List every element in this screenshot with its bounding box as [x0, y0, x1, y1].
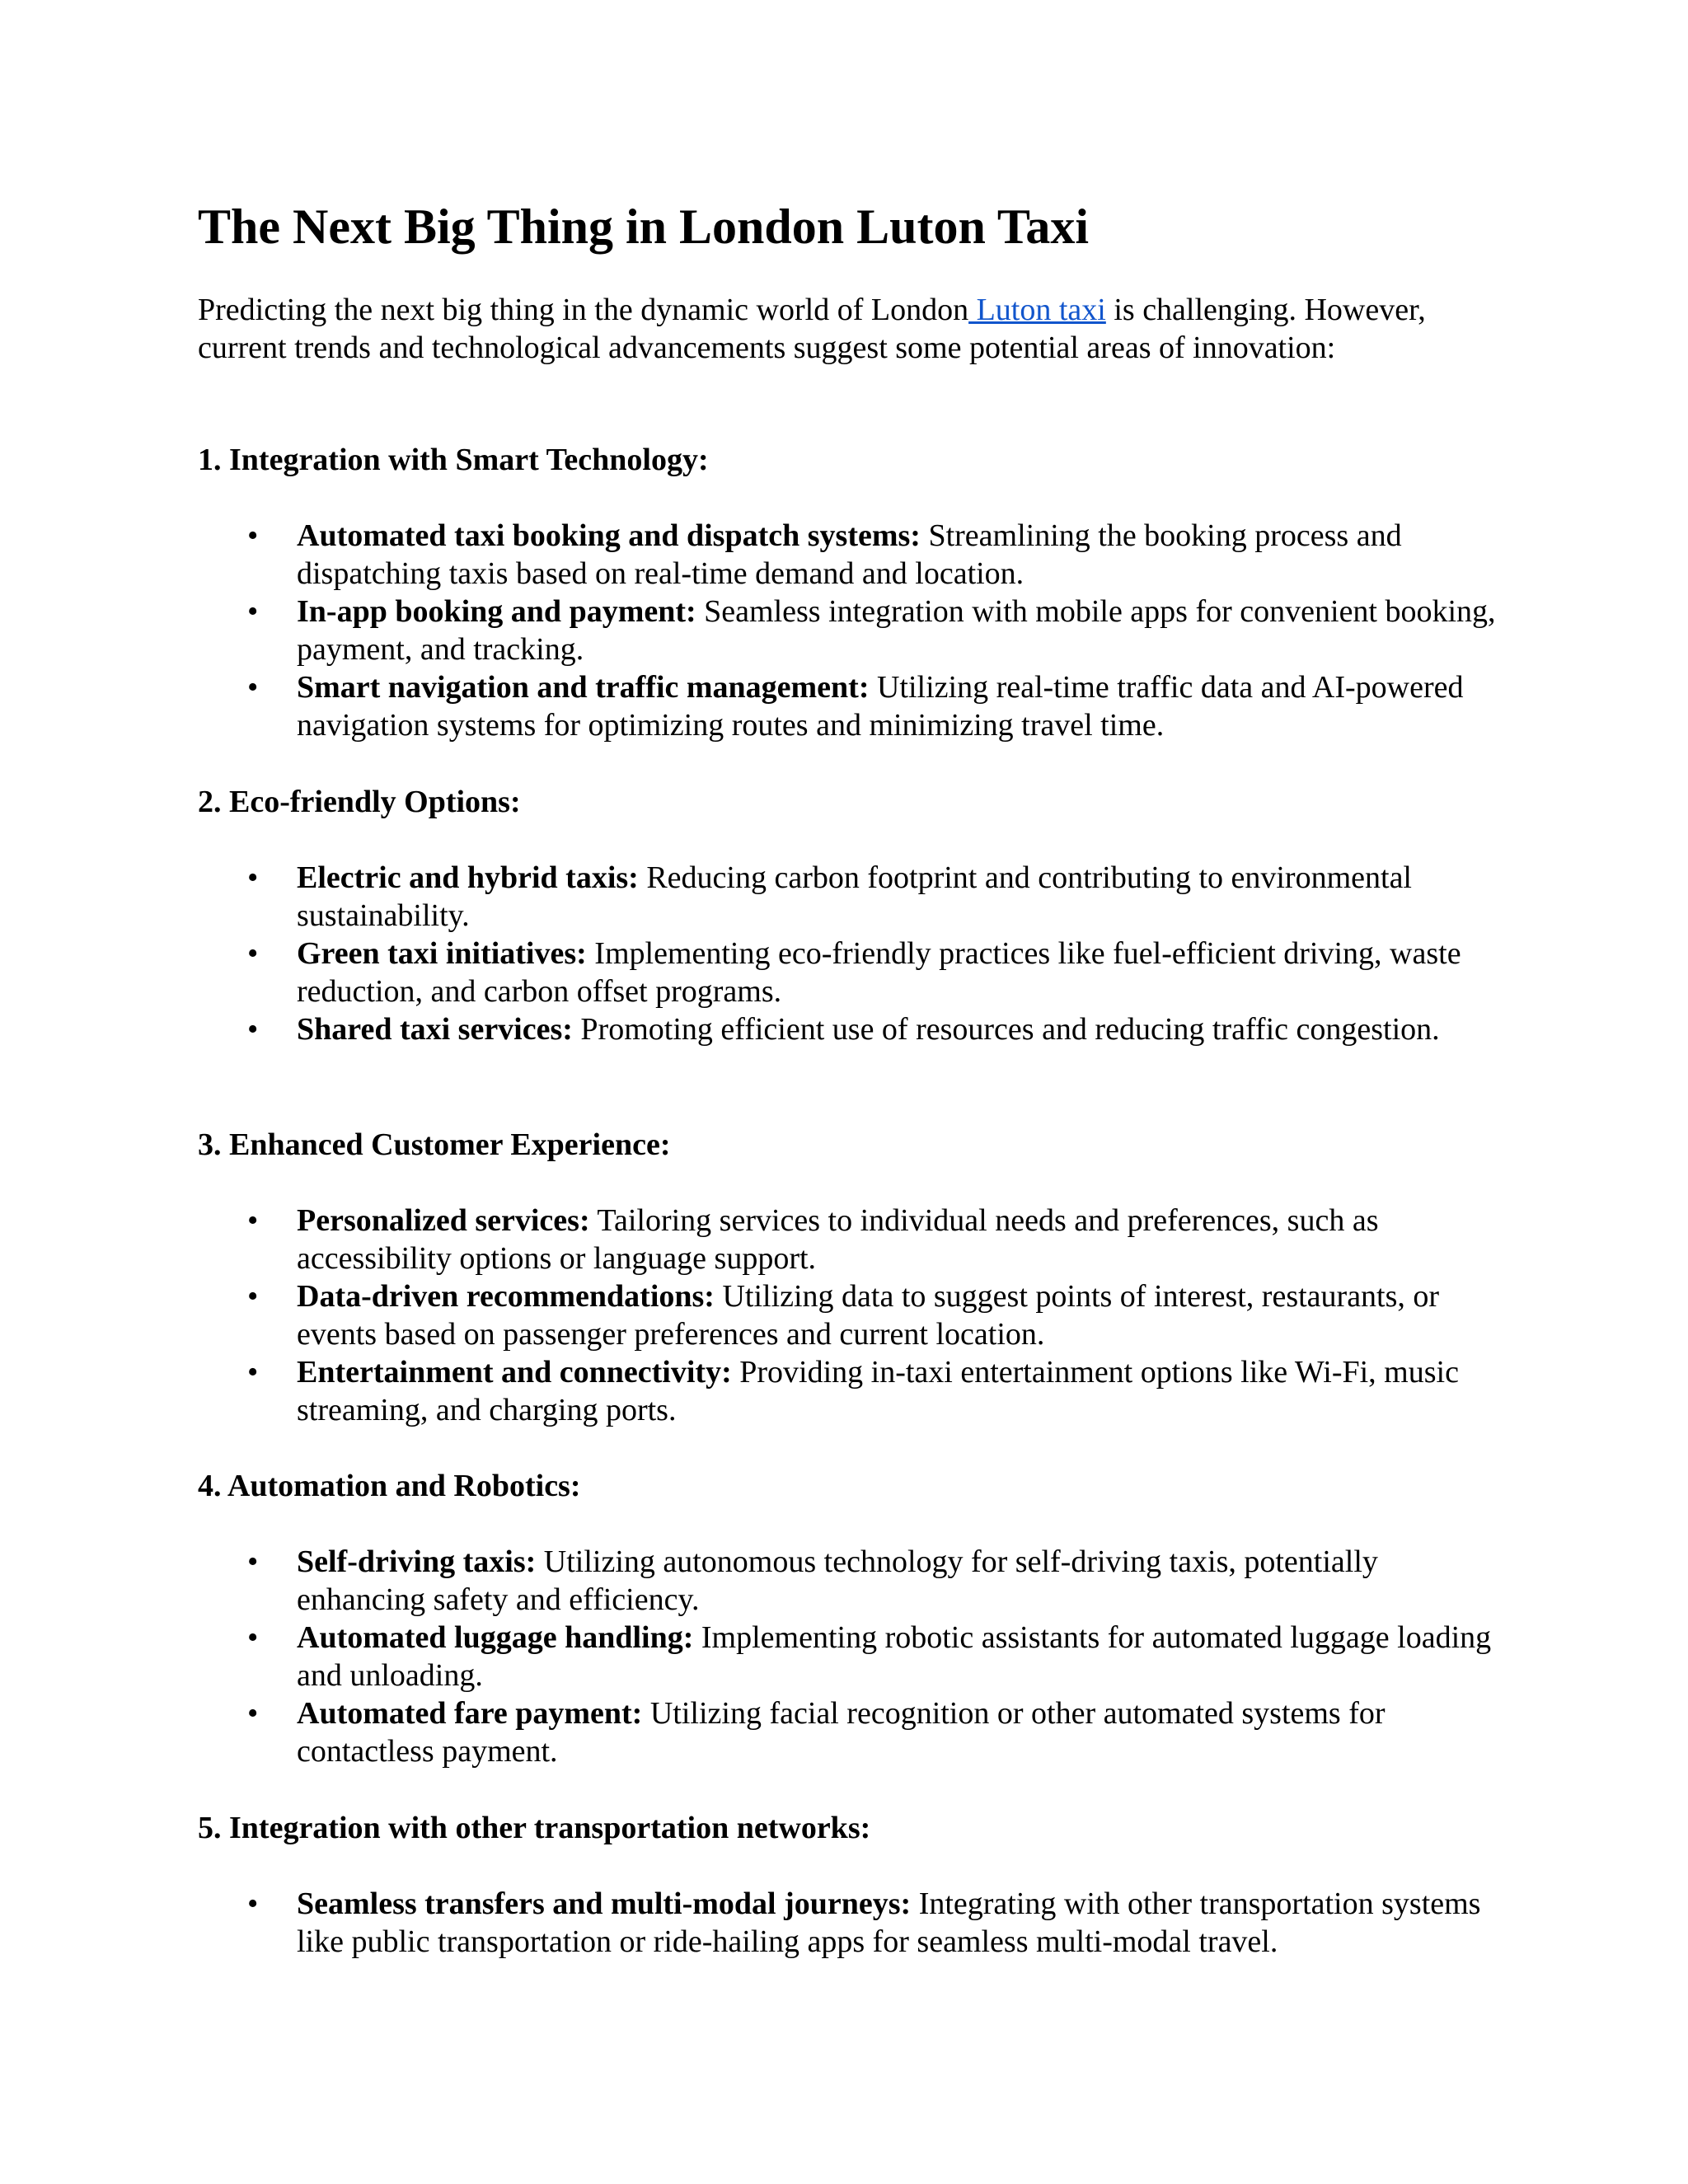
- item-label: Automated fare payment:: [297, 1696, 643, 1731]
- item-text: Implementing eco-friendly practices like fuel-efficient driving, waste reduction, and carbon offset programs.: [297, 936, 1461, 1009]
- list-item: [198, 1277, 1500, 1353]
- bullet-icon: •: [247, 1886, 259, 1921]
- intro-text-after: is challenging. However, current trends and technological advancements suggest some potential areas of innovation:: [198, 293, 1426, 365]
- list-item: [198, 1885, 1500, 1961]
- list-item: [198, 1543, 1500, 1619]
- item-label: Smart navigation and traffic management:: [297, 670, 870, 705]
- item-label: Shared taxi services:: [297, 1012, 573, 1047]
- intro-text-before: Predicting the next big thing in the dynamic world of London: [198, 293, 969, 327]
- item-label: Electric and hybrid taxis:: [297, 860, 639, 895]
- item-label: Personalized services:: [297, 1203, 590, 1238]
- section-heading-automation-robotics: 4. Automation and Robotics:: [198, 1469, 581, 1503]
- section-heading-eco-friendly: 2. Eco-friendly Options:: [198, 785, 521, 819]
- section-heading-transportation-networks: 5. Integration with other transportation networks:: [198, 1811, 871, 1845]
- bullet-list-eco-friendly: [198, 859, 1500, 1048]
- intro-paragraph: [198, 291, 1500, 367]
- item-text: Utilizing facial recognition or other automated systems for contactless payment.: [297, 1696, 1386, 1769]
- list-item: [198, 1694, 1500, 1770]
- bullet-icon: •: [247, 1355, 259, 1390]
- item-label: Seamless transfers and multi-modal journeys:: [297, 1886, 912, 1921]
- item-text: Promoting efficient use of resources and reducing traffic congestion.: [572, 1012, 1440, 1047]
- item-text: Reducing carbon footprint and contributing to environmental sustainability.: [297, 860, 1412, 933]
- item-label: Entertainment and connectivity:: [297, 1355, 732, 1390]
- section-heading-customer-experience: 3. Enhanced Customer Experience:: [198, 1127, 671, 1162]
- bullet-icon: •: [247, 1544, 259, 1579]
- bullet-icon: •: [247, 670, 259, 705]
- item-text: Tailoring services to individual needs and preferences, such as accessibility options or language support.: [297, 1203, 1379, 1276]
- list-item: [198, 935, 1500, 1010]
- list-item: [198, 593, 1500, 668]
- bullet-icon: •: [247, 1279, 259, 1314]
- item-text: Utilizing data to suggest points of interest, restaurants, or events based on passenger preferences and current location.: [297, 1279, 1440, 1352]
- item-text: Providing in-taxi entertainment options like Wi-Fi, music streaming, and charging ports.: [297, 1355, 1459, 1427]
- bullet-icon: •: [247, 518, 259, 553]
- item-label: In-app booking and payment:: [297, 594, 696, 629]
- item-text: Seamless integration with mobile apps for convenient booking, payment, and tracking.: [297, 594, 1496, 667]
- item-text: Implementing robotic assistants for automated luggage loading and unloading.: [297, 1620, 1492, 1693]
- bullet-icon: •: [247, 1203, 259, 1238]
- item-label: Automated luggage handling:: [297, 1620, 694, 1655]
- list-item: [198, 1353, 1500, 1429]
- item-label: Green taxi initiatives:: [297, 936, 587, 971]
- bullet-list-smart-technology: [198, 517, 1500, 744]
- bullet-icon: •: [247, 1620, 259, 1655]
- list-item: [198, 668, 1500, 744]
- list-item: [198, 1619, 1500, 1694]
- item-text: Utilizing real-time traffic data and AI-powered navigation systems for optimizing routes and minimizing travel time.: [297, 670, 1464, 743]
- bullet-icon: •: [247, 1012, 259, 1047]
- item-text: Integrating with other transportation systems like public transportation or ride-hailing apps for seamless multi-modal travel.: [297, 1886, 1481, 1959]
- bullet-icon: •: [247, 936, 259, 971]
- item-text: Utilizing autonomous technology for self-driving taxis, potentially enhancing safety and efficiency.: [297, 1544, 1378, 1617]
- section-heading-smart-technology: 1. Integration with Smart Technology:: [198, 443, 709, 477]
- item-text: Streamlining the booking process and dispatching taxis based on real-time demand and location.: [297, 518, 1402, 591]
- bullet-icon: •: [247, 860, 259, 895]
- item-label: Data-driven recommendations:: [297, 1279, 715, 1314]
- item-label: Self-driving taxis:: [297, 1544, 537, 1579]
- page-title: The Next Big Thing in London Luton Taxi: [198, 199, 1089, 254]
- list-item: [198, 859, 1500, 935]
- bullet-icon: •: [247, 1696, 259, 1731]
- bullet-icon: •: [247, 594, 259, 629]
- list-item: [198, 1202, 1500, 1277]
- list-item: [198, 517, 1500, 593]
- bullet-list-transportation-networks: [198, 1885, 1500, 1961]
- list-item: [198, 1010, 1500, 1048]
- bullet-list-customer-experience: [198, 1202, 1500, 1429]
- bullet-list-automation-robotics: [198, 1543, 1500, 1770]
- item-label: Automated taxi booking and dispatch systems:: [297, 518, 921, 553]
- luton-taxi-link[interactable]: Luton taxi: [968, 293, 1106, 327]
